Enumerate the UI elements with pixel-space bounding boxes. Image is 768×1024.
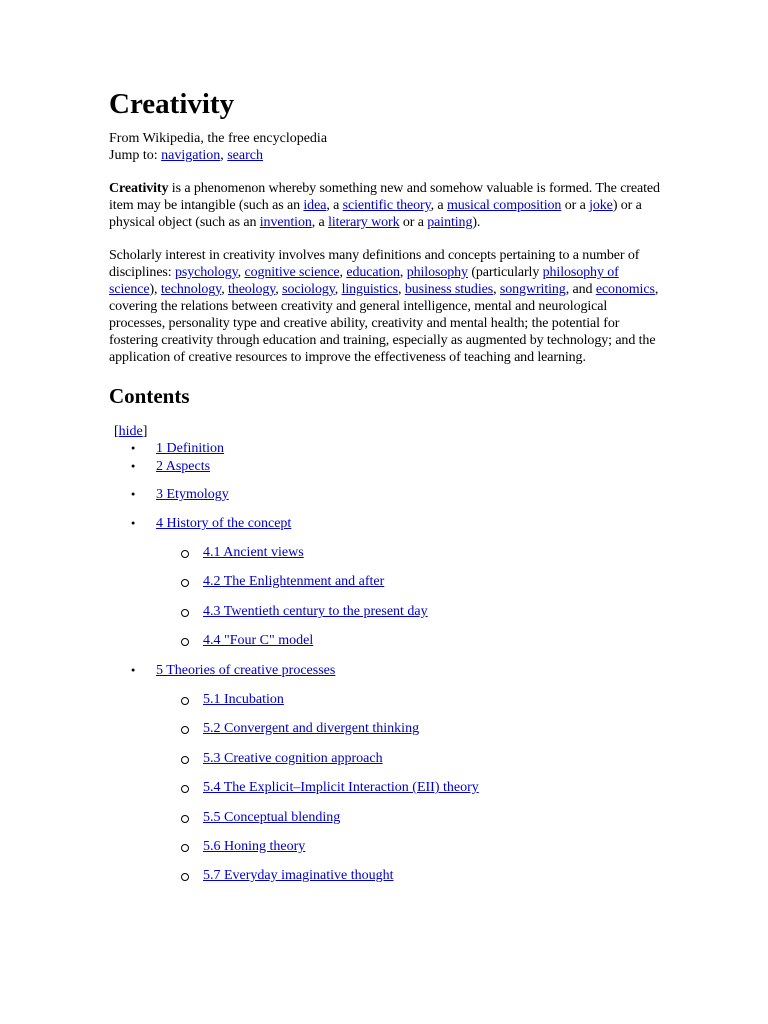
toc-sub-bullet-icon (181, 756, 189, 764)
toc-sub-bullet-icon (181, 697, 189, 705)
toc-subsection-link[interactable]: 5.3 Creative cognition approach (203, 751, 383, 766)
link-education[interactable]: education (346, 265, 400, 280)
link-sociology[interactable]: sociology (282, 282, 335, 297)
link-literary-work[interactable]: literary work (328, 215, 400, 230)
toc-bullet-icon: ● (131, 519, 136, 527)
toc-sub-bullet-icon (181, 873, 189, 881)
link-economics[interactable]: economics (595, 282, 655, 297)
jump-navigation-link[interactable]: navigation (161, 148, 221, 163)
link-psychology[interactable]: psychology (174, 265, 238, 280)
link-painting[interactable]: painting (427, 215, 473, 230)
toc-section-link[interactable]: 1 Definition (156, 441, 225, 456)
jump-search-link[interactable]: search (227, 148, 263, 163)
toc-bullet-icon: ● (131, 666, 136, 674)
toc-subsection-link[interactable]: 5.5 Conceptual blending (203, 810, 341, 825)
toc-subsection-link[interactable]: 4.3 Twentieth century to the present day (203, 604, 428, 619)
link-idea[interactable]: idea (303, 198, 327, 213)
toc-section-link[interactable]: 5 Theories of creative processes (156, 663, 336, 678)
site-tagline: From Wikipedia, the free encyclopedia (109, 131, 328, 146)
page-title: Creativity (109, 88, 235, 120)
toc-sub-bullet-icon (181, 844, 189, 852)
toc-hide-link[interactable]: hide (118, 424, 143, 439)
toc-sub-bullet-icon (181, 579, 189, 587)
intro-bold-term: Creativity (109, 181, 169, 196)
toc-bullet-icon: ● (131, 462, 136, 470)
link-cognitive-science[interactable]: cognitive science (244, 265, 340, 280)
link-philosophy-of-science[interactable]: philosophy of science (109, 265, 619, 297)
contents-heading: Contents (109, 384, 190, 408)
toc-subsection-link[interactable]: 5.2 Convergent and divergent thinking (203, 721, 420, 736)
toc-section-link[interactable]: 3 Etymology (156, 487, 229, 502)
toc-subsection-link[interactable]: 4.4 "Four C" model (203, 633, 314, 648)
table-of-contents (109, 440, 661, 920)
toc-subsection-link[interactable]: 5.1 Incubation (203, 692, 284, 707)
scholarly-paragraph: Scholarly interest in creativity involves many definitions and concepts pertaining to a number of disciplines: psychology, cognitive science, education, philosophy (particularly philosophy of science), technology, theology, sociology, linguistics, business studies, songwriting, and economics, covering the relations between creativity and general intelligence, mental and neurological processes, personality type and creative ability, creativity and mental health; the potential for fostering creativity through education and training, especially as augmented by technology; and the application of creative resources to improve the effectiveness of teaching and learning. (109, 248, 659, 365)
toc-sub-bullet-icon (181, 609, 189, 617)
toc-toggle: [hide] (114, 424, 148, 439)
toc-subsection-link[interactable]: 5.4 The Explicit–Implicit Interaction (EII) theory (203, 780, 479, 795)
article-page (109, 84, 661, 920)
link-scientific-theory[interactable]: scientific theory (342, 198, 431, 213)
toc-section-link[interactable]: 4 History of the concept (156, 516, 292, 531)
intro-paragraph: Creativity is a phenomenon whereby something new and somehow valuable is formed. The created item may be intangible (such as an idea, a scientific theory, a musical composition or a joke) or a physical object (such as an invention, a literary work or a painting). (109, 181, 660, 230)
toc-sub-bullet-icon (181, 550, 189, 558)
link-joke[interactable]: joke (589, 198, 613, 213)
toc-subsection-link[interactable]: 4.2 The Enlightenment and after (203, 574, 385, 589)
toc-section-link[interactable]: 2 Aspects (156, 459, 211, 474)
link-musical-composition[interactable]: musical composition (446, 198, 562, 213)
link-linguistics[interactable]: linguistics (341, 282, 399, 297)
toc-subsection-link[interactable]: 5.7 Everyday imaginative thought (203, 868, 394, 883)
toc-sub-bullet-icon (181, 726, 189, 734)
toc-sub-bullet-icon (181, 638, 189, 646)
toc-subsection-link[interactable]: 5.6 Honing theory (203, 839, 306, 854)
jump-to-label: Jump to: (109, 148, 158, 163)
link-technology[interactable]: technology (160, 282, 222, 297)
jump-to-bar: Jump to: navigation, search (109, 148, 263, 163)
link-theology[interactable]: theology (228, 282, 276, 297)
link-songwriting[interactable]: songwriting (499, 282, 566, 297)
link-invention[interactable]: invention (259, 215, 312, 230)
link-philosophy[interactable]: philosophy (406, 265, 468, 280)
toc-sub-bullet-icon (181, 815, 189, 823)
toc-bullet-icon: ● (131, 444, 136, 452)
toc-sub-bullet-icon (181, 785, 189, 793)
toc-bullet-icon: ● (131, 490, 136, 498)
link-business-studies[interactable]: business studies (404, 282, 494, 297)
toc-subsection-link[interactable]: 4.1 Ancient views (203, 545, 304, 560)
